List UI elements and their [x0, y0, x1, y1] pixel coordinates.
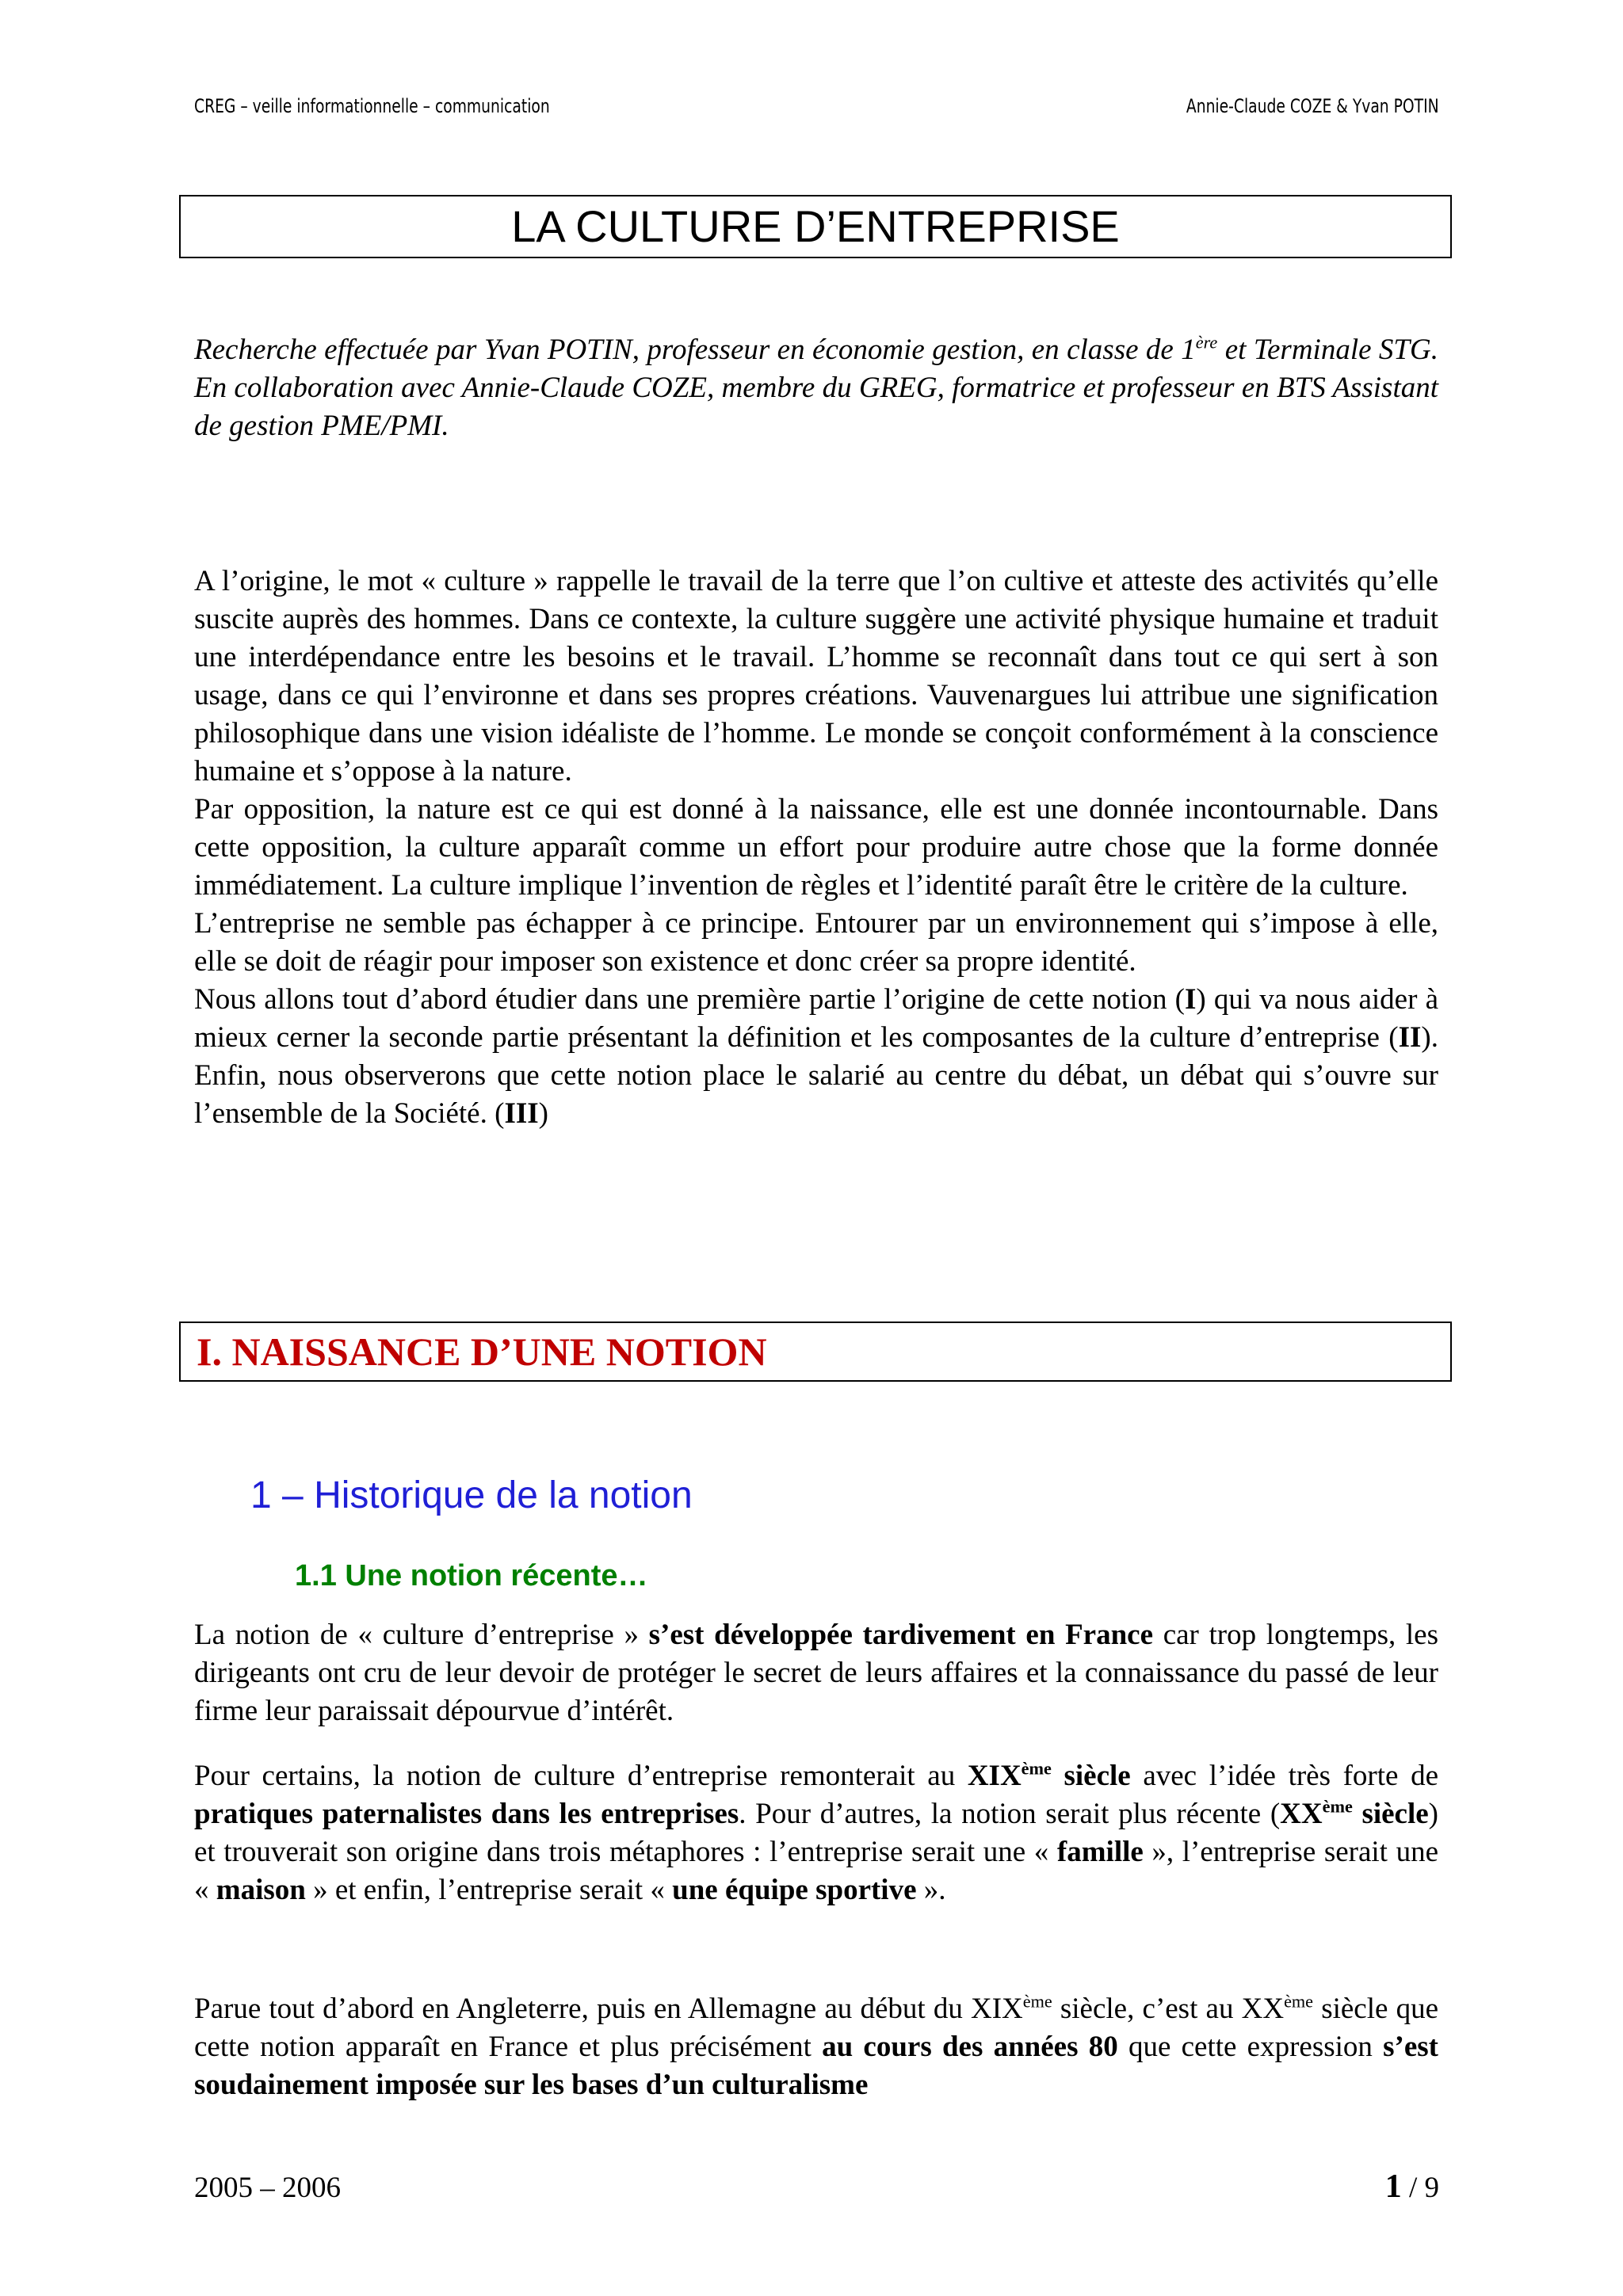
- paragraph: L’entreprise ne semble pas échapper à ce principe. Entourer par un environnement qui s’impose à elle, elle se doit de réagir pour imposer son existence et donc créer sa propre identité.: [194, 907, 1438, 978]
- page-number: 1 / 9: [1384, 2168, 1439, 2205]
- section-heading-box: [179, 1322, 1452, 1382]
- document-title: LA CULTURE D’ENTREPRISE: [179, 195, 1452, 258]
- introduction-body: [194, 563, 1438, 1133]
- paragraph: Par opposition, la nature est ce qui est donné à la naissance, elle est une donnée incontournable. Dans cette opposition, la culture apparaît comme un effort pour produire autre chose que la forme donnée immédiatement. La culture implique l’invention de règles et l’identité paraît être le critère de la culture.: [194, 793, 1438, 902]
- section-paragraph: La notion de « culture d’entreprise » s’est développée tardivement en France car trop longtemps, les dirigeants ont cru de leur devoir de protéger le secret de leurs affaires et la connaissance du passé de leur firme leur paraissait dépourvue d’intérêt.: [194, 1619, 1438, 1727]
- running-header-right: Annie-Claude COZE & Yvan POTIN: [1186, 95, 1439, 117]
- section-paragraph: Pour certains, la notion de culture d’entreprise remonterait au XIXème siècle avec l’idée très forte de pratiques paternalistes dans les entreprises. Pour d’autres, la notion serait plus récente (XXème siècle) et trouverait son origine dans trois métaphores : l’entreprise serait une « famille », l’entreprise serait une « maison » et enfin, l’entreprise serait « une équipe sportive ».: [194, 1758, 1438, 1906]
- subsubsection-heading: 1.1 Une notion récente…: [295, 1559, 648, 1592]
- footer-year: 2005 – 2006: [194, 2172, 341, 2204]
- paragraph: Nous allons tout d’abord étudier dans une première partie l’origine de cette notion (I) qui va nous aider à mieux cerner la seconde partie présentant la définition et les composantes de la culture d’entreprise (II). Enfin, nous observerons que cette notion place le salarié au centre du débat, un débat qui s’ouvre sur l’ensemble de la Société. (III): [194, 983, 1438, 1130]
- section-paragraph: Parue tout d’abord en Angleterre, puis en Allemagne au début du XIXème siècle, c’est au XXème siècle que cette notion apparaît en France et plus précisément au cours des années 80 que cette expression s’est soudainement imposée sur les bases d’un culturalisme: [194, 1991, 1439, 2101]
- paragraph: A l’origine, le mot « culture » rappelle le travail de la terre que l’on cultive et atteste des activités qu’elle suscite auprès des hommes. Dans ce contexte, la culture suggère une activité physique humaine et traduit une interdépendance entre les besoins et le travail. L’homme se reconnaît dans tout ce qui sert à son usage, dans ce qui l’environne et dans ses propres créations. Vauvenargues lui attribue une signification philosophique dans une vision idéaliste de l’homme. Le monde se conçoit conformément à la conscience humaine et s’oppose à la nature.: [194, 565, 1438, 788]
- section-heading: I. NAISSANCE D’UNE NOTION: [197, 1329, 767, 1374]
- subsection-heading: 1 – Historique de la notion: [250, 1474, 693, 1516]
- running-header-left: CREG – veille informationnelle – communication: [194, 95, 550, 117]
- intro-credits: Recherche effectuée par Yvan POTIN, professeur en économie gestion, en classe de 1ère et Terminale STG. En collaboration avec Annie-Claude COZE, membre du GREG, formatrice et professeur en BTS Assistant de gestion PME/PMI.: [194, 332, 1438, 442]
